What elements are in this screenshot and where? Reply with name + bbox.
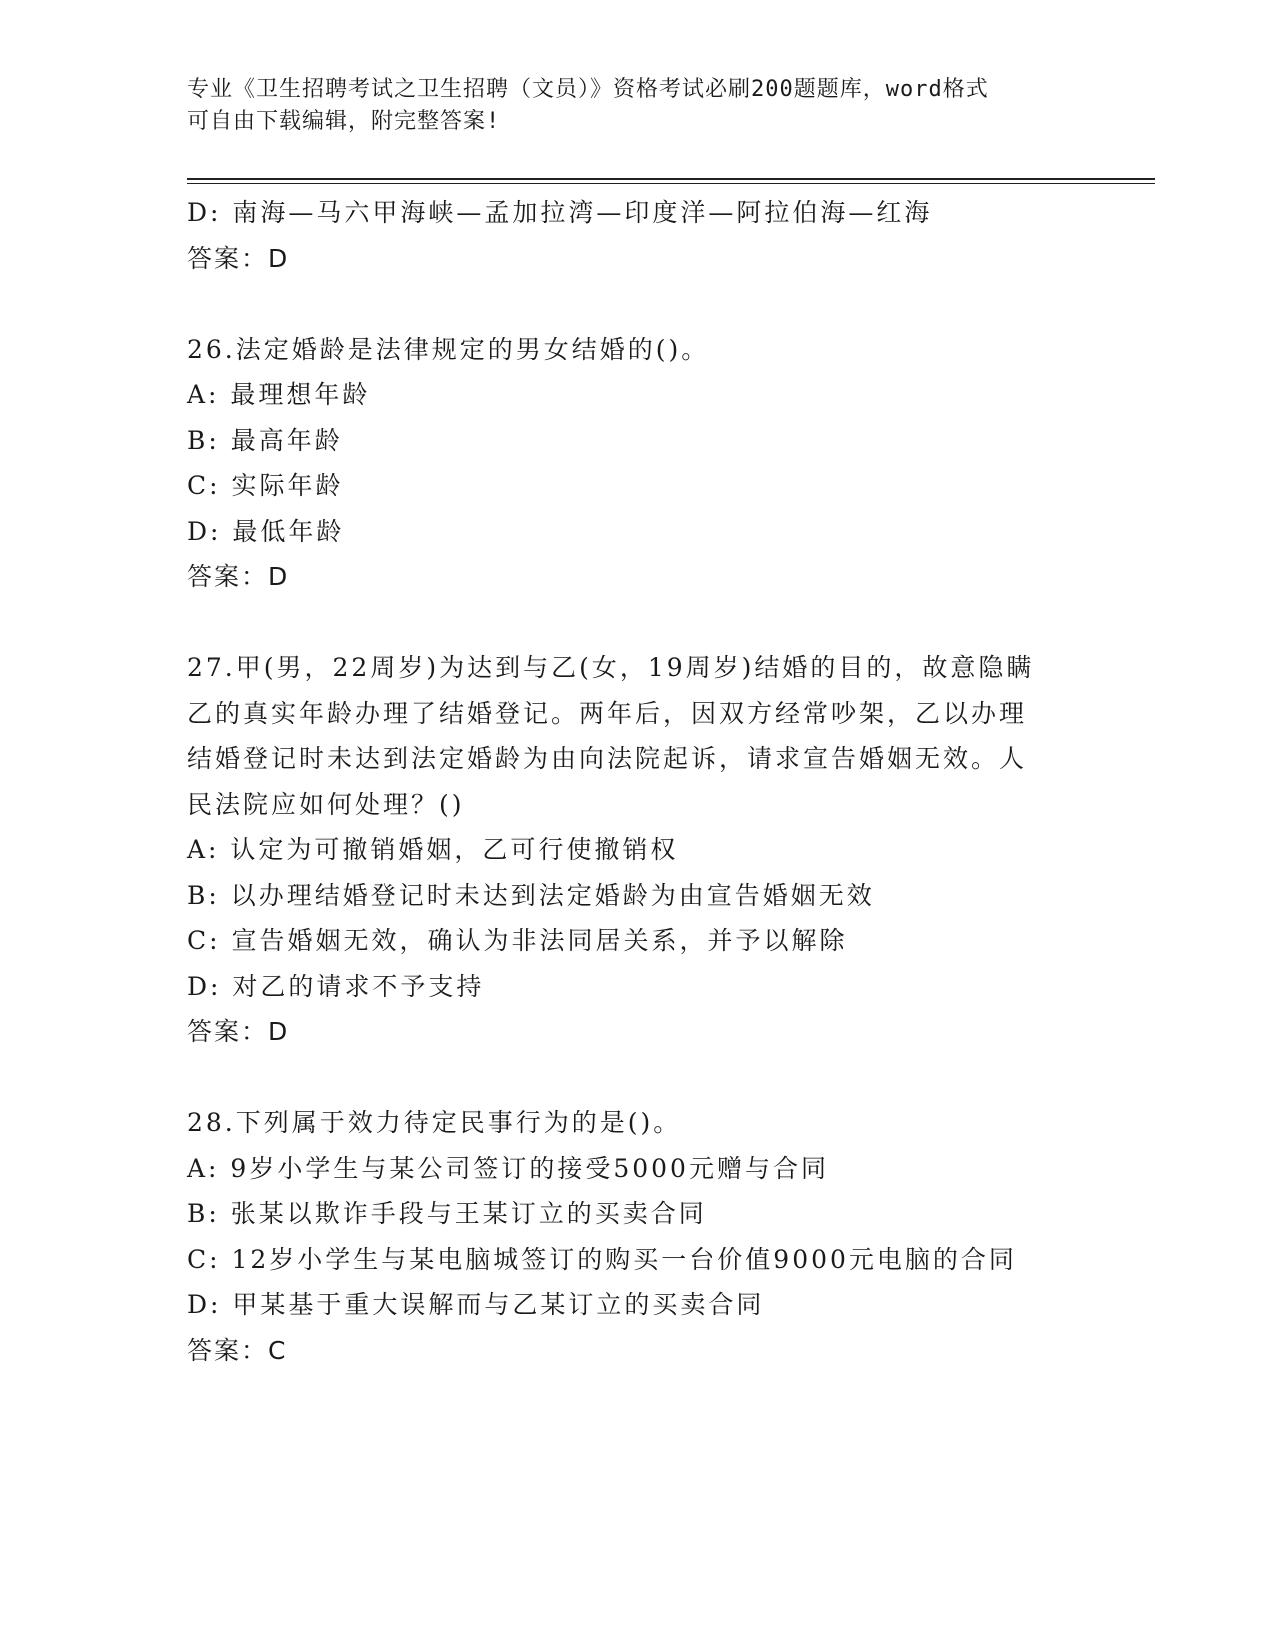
question-26 xyxy=(187,327,1087,600)
header-line-2: 可自由下载编辑，附完整答案! xyxy=(187,109,501,134)
option-a: A: 最理想年龄 xyxy=(187,380,371,409)
question-content xyxy=(187,190,1087,1373)
spacer xyxy=(187,600,1087,646)
answer: 答案：D xyxy=(187,1017,290,1046)
document-header xyxy=(187,74,1087,138)
prev-answer: 答案：D xyxy=(187,243,290,273)
question-stem-line-4: 民法院应如何处理？() xyxy=(187,789,465,819)
option-c: C: 12岁小学生与某电脑城签订的购买一台价值9000元电脑的合同 xyxy=(187,1244,1017,1274)
question-stem-line-3: 结婚登记时未达到法定婚龄为由向法院起诉，请求宣告婚姻无效。人 xyxy=(187,744,1028,773)
spacer xyxy=(187,281,1087,327)
question-27 xyxy=(187,645,1087,1055)
option-c: C: 宣告婚姻无效，确认为非法同居关系，并予以解除 xyxy=(187,926,848,955)
prev-option-d: D: 南海—马六甲海峡—孟加拉湾—印度洋—阿拉伯海—红海 xyxy=(187,198,933,227)
header-rule-thick xyxy=(187,178,1155,180)
option-b: B: 以办理结婚登记时未达到法定婚龄为由宣告婚姻无效 xyxy=(187,880,875,910)
answer: 答案：C xyxy=(187,1335,288,1365)
question-stem: 28.下列属于效力待定民事行为的是()。 xyxy=(187,1108,682,1137)
option-d: D: 甲某基于重大误解而与乙某订立的买卖合同 xyxy=(187,1290,765,1319)
option-d: D: 对乙的请求不予支持 xyxy=(187,971,485,1001)
option-d: D: 最低年龄 xyxy=(187,516,345,546)
question-stem-line-2: 乙的真实年龄办理了结婚登记。两年后，因双方经常吵架，乙以办理 xyxy=(187,698,1028,728)
answer: 答案：D xyxy=(187,562,290,591)
option-a: A: 认定为可撤销婚姻，乙可行使撤销权 xyxy=(187,835,679,864)
option-c: C: 实际年龄 xyxy=(187,471,344,500)
question-stem-line-1: 27.甲(男，22周岁)为达到与乙(女，19周岁)结婚的目的，故意隐瞒 xyxy=(187,653,1035,682)
question-28 xyxy=(187,1100,1087,1373)
header-rule-thin xyxy=(187,183,1155,184)
option-b: B: 张某以欺诈手段与王某订立的买卖合同 xyxy=(187,1199,707,1228)
question-stem: 26.法定婚龄是法律规定的男女结婚的()。 xyxy=(187,334,710,364)
option-b: B: 最高年龄 xyxy=(187,425,343,455)
spacer xyxy=(187,1055,1087,1101)
header-line-1: 专业《卫生招聘考试之卫生招聘（文员）》资格考试必刷200题题库，word格式 xyxy=(187,77,989,102)
option-a: A: 9岁小学生与某公司签订的接受5000元赠与合同 xyxy=(187,1153,829,1183)
